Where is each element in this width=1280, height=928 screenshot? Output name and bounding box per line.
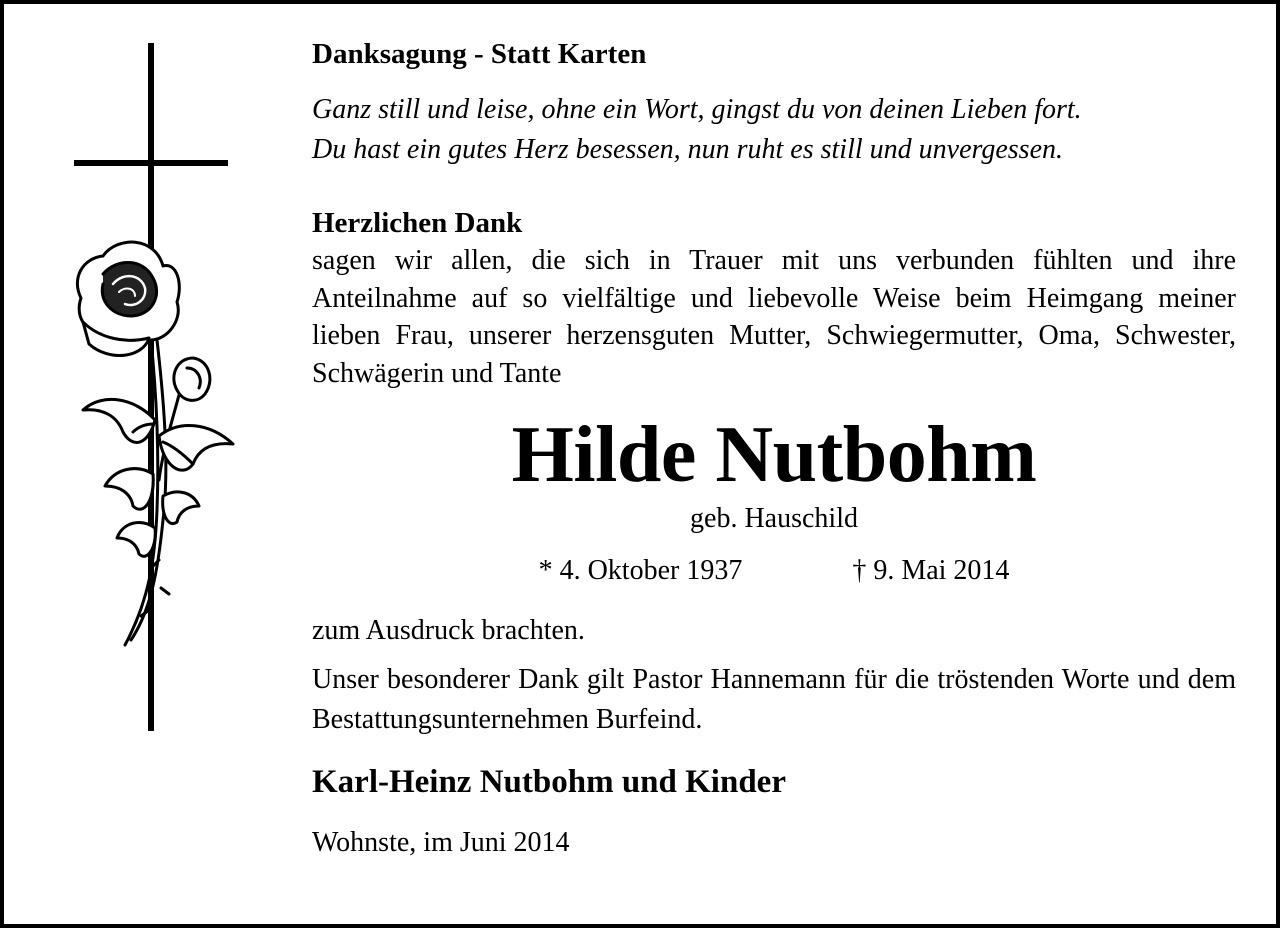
cross-with-rose-emblem	[59, 40, 249, 735]
notice-content	[312, 34, 1236, 862]
verse-line: Ganz still und leise, ohne ein Wort, gingst du von deinen Lieben fort.	[312, 94, 1082, 125]
life-dates	[312, 552, 1236, 590]
closing-phrase: zum Ausdruck brachten.	[312, 615, 585, 646]
rose-icon	[77, 242, 233, 645]
death-date: † 9. Mai 2014	[852, 555, 1010, 586]
thanks-text: sagen wir allen, die sich in Trauer mit uns verbunden fühlten und ihre Anteilnahme auf so vielfältige und liebevolle Weise beim Heimgang meiner lieben Frau, unserer herzensguten Mutter, Schwiegermutter, Oma, Schwester, Schwägerin und Tante	[312, 245, 1236, 389]
place-date: Wohnste, im Juni 2014	[312, 827, 570, 858]
maiden-name: geb. Hauschild	[690, 503, 858, 534]
deceased-name: Hilde Nutbohm	[511, 411, 1037, 499]
verse	[312, 90, 1236, 170]
birth-date: * 4. Oktober 1937	[538, 555, 743, 586]
verse-line: Du hast ein gutes Herz besessen, nun ruht es still und unvergessen.	[312, 134, 1063, 165]
signature: Karl-Heinz Nutbohm und Kinder	[312, 764, 786, 800]
thanks-heading: Herzlichen Dank	[312, 207, 523, 239]
special-thanks: Unser besonderer Dank gilt Pastor Hannemann für die tröstenden Worte und dem Bestattungsunternehmen Burfeind.	[312, 664, 1236, 735]
notice-heading: Danksagung - Statt Karten	[312, 38, 647, 70]
